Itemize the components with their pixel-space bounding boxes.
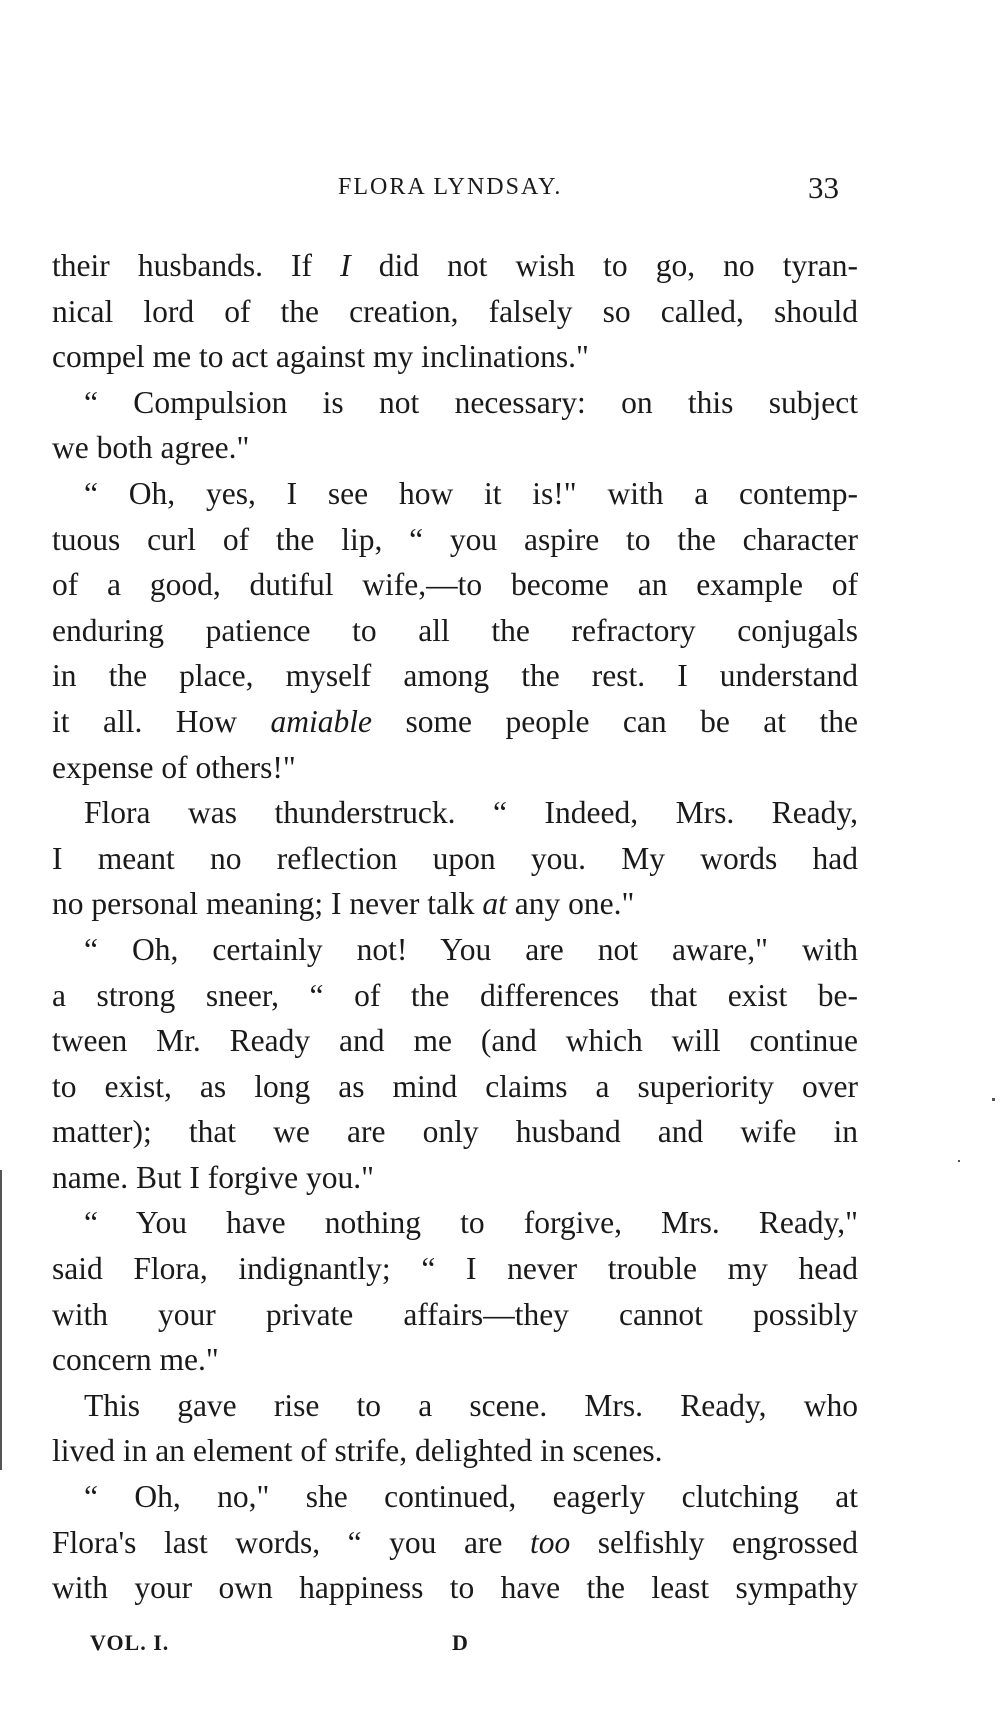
text-line — [52, 243, 858, 289]
text-segment: “ Compulsion is not necessary: on this subject — [84, 384, 858, 420]
scan-speck — [958, 1160, 960, 1162]
text-segment: no personal meaning; I never talk — [52, 886, 483, 922]
text-line — [52, 380, 858, 426]
signature-mark: D — [452, 1630, 468, 1655]
text-segment: with your private affairs—they cannot possibly — [52, 1296, 858, 1332]
text-segment: matter); that we are only husband and wife in — [52, 1114, 858, 1150]
text-line — [52, 653, 858, 699]
text-segment: to exist, as long as mind claims a superiority over — [52, 1068, 858, 1104]
text-line — [52, 608, 858, 654]
text-line — [52, 1565, 858, 1611]
text-segment: of a good, dutiful wife,—to become an example of — [52, 567, 858, 603]
text-segment: concern me." — [52, 1342, 219, 1378]
italic-word: at — [482, 886, 507, 922]
text-line — [52, 425, 858, 471]
text-line — [52, 790, 858, 836]
italic-word: amiable — [270, 703, 373, 739]
text-segment: Flora's last words, “ you are — [52, 1524, 530, 1560]
text-line — [52, 471, 858, 517]
text-segment: tween Mr. Ready and me (and which will continue — [52, 1023, 858, 1059]
text-segment: This gave rise to a scene. Mrs. Ready, who — [84, 1387, 858, 1423]
text-segment: enduring patience to all the refractory conjugals — [52, 612, 858, 648]
text-line — [52, 1155, 858, 1201]
text-segment: name. But I forgive you." — [52, 1159, 374, 1195]
text-segment: their husbands. If — [52, 248, 341, 283]
text-line — [52, 1428, 858, 1474]
text-line — [52, 289, 858, 335]
page-number: 33 — [808, 170, 839, 205]
running-head — [0, 170, 1000, 214]
text-segment: any one." — [506, 886, 635, 922]
text-line — [52, 517, 858, 563]
text-line — [52, 881, 858, 927]
text-segment: “ You have nothing to forgive, Mrs. Ready," — [84, 1205, 858, 1241]
text-line — [52, 1109, 858, 1155]
text-line — [52, 699, 858, 745]
text-segment: “ Oh, certainly not! You are not aware," with — [84, 931, 858, 967]
volume-marker: VOL. I. — [90, 1630, 170, 1655]
text-line — [52, 1018, 858, 1064]
text-segment: did not wish to go, no tyran- — [350, 248, 859, 283]
text-line — [52, 1383, 858, 1429]
text-segment: I meant no reflection upon you. My words had — [52, 840, 858, 876]
text-segment: Flora was thunderstruck. “ Indeed, Mrs. Ready, — [84, 795, 858, 831]
text-line — [52, 334, 858, 380]
scan-speck — [992, 1098, 995, 1101]
italic-word: I — [340, 248, 351, 283]
text-line — [52, 1474, 858, 1520]
text-segment: “ Oh, no," she continued, eagerly clutching at — [84, 1479, 858, 1515]
text-segment: with your own happiness to have the least sympathy — [52, 1570, 858, 1606]
text-line — [52, 1200, 858, 1246]
text-segment: some people can be at the — [372, 703, 858, 739]
text-segment: in the place, myself among the rest. I understand — [52, 658, 858, 694]
text-line — [52, 1064, 858, 1110]
italic-word: too — [529, 1524, 571, 1560]
text-segment: we both agree." — [52, 430, 250, 466]
text-segment: nical lord of the creation, falsely so called, should — [52, 293, 858, 329]
running-head-title: FLORA LYNDSAY. — [338, 174, 563, 200]
text-line — [52, 927, 858, 973]
text-segment: tuous curl of the lip, “ you aspire to the character — [52, 521, 858, 557]
text-segment: said Flora, indignantly; “ I never trouble my head — [52, 1251, 858, 1287]
text-segment: a strong sneer, “ of the differences that exist be- — [52, 977, 858, 1013]
text-segment: “ Oh, yes, I see how it is!" with a contemp- — [84, 475, 858, 511]
text-line — [52, 836, 858, 882]
text-line — [52, 1520, 858, 1566]
text-line — [52, 973, 858, 1019]
text-line — [52, 745, 858, 791]
text-line — [52, 1246, 858, 1292]
text-line — [52, 1292, 858, 1338]
scan-edge-mark — [0, 1170, 2, 1470]
text-line — [52, 1337, 858, 1383]
text-line — [52, 562, 858, 608]
text-segment: lived in an element of strife, delighted in scenes. — [52, 1433, 663, 1469]
body-text — [52, 243, 858, 1611]
text-segment: expense of others!" — [52, 749, 296, 785]
page-footer — [0, 1630, 1000, 1670]
text-segment: compel me to act against my inclinations." — [52, 339, 589, 375]
text-segment: it all. How — [52, 703, 271, 739]
text-segment: selfishly engrossed — [570, 1524, 858, 1560]
